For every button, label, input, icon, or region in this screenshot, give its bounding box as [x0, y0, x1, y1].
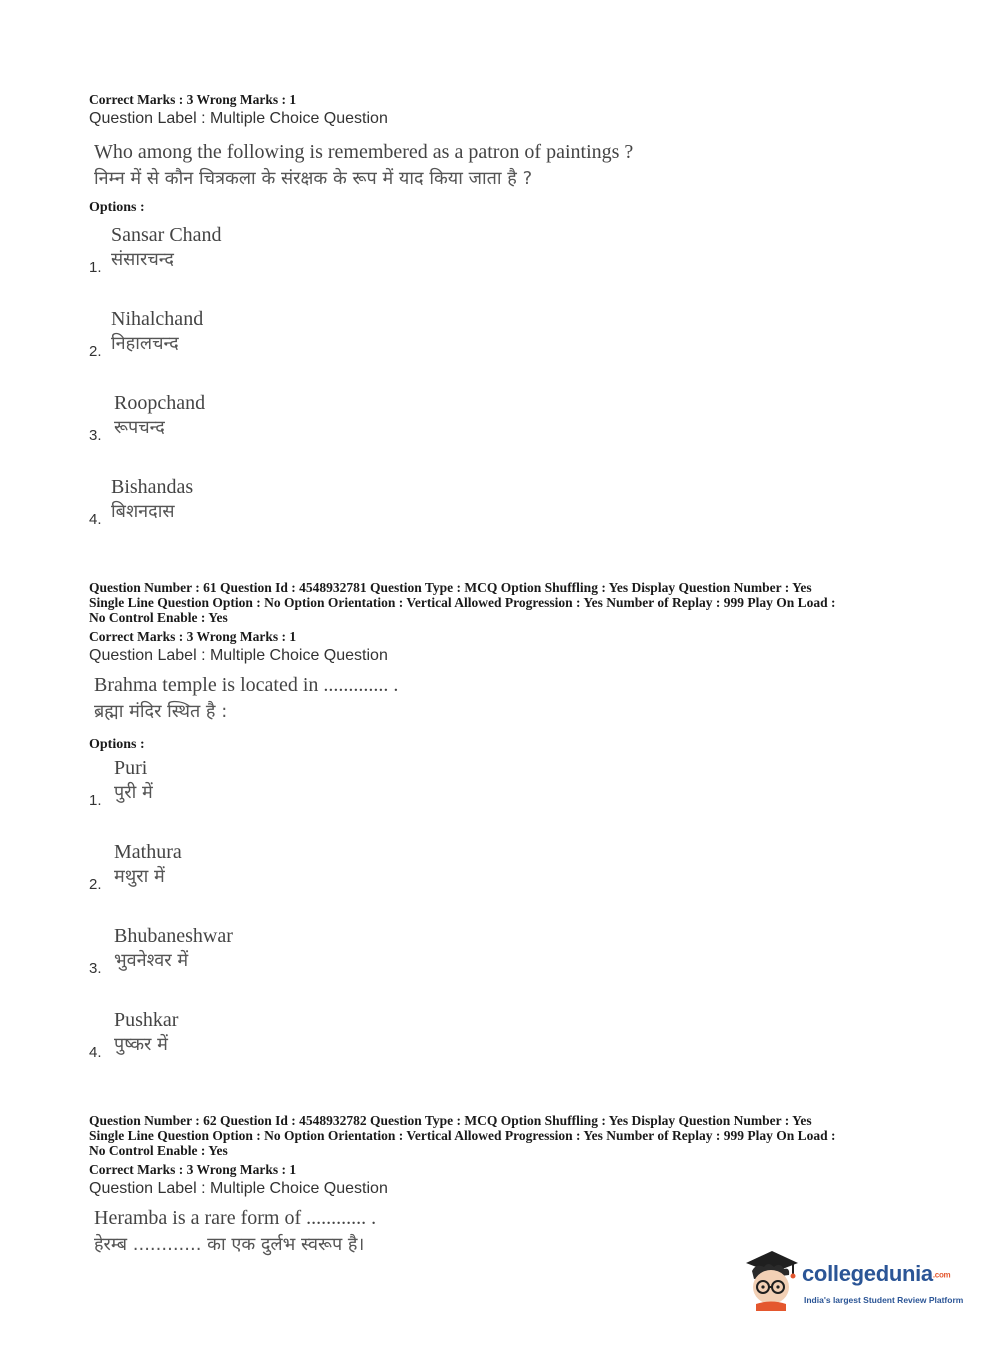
question-meta-line-2: Single Line Question Option : No Option Orientation : Vertical Allowed Progression : Yes Number of Replay : 999 Play On Load :: [89, 595, 836, 610]
option-item[interactable]: [89, 306, 919, 390]
option-item[interactable]: [89, 755, 919, 839]
option-text-en: Puri: [114, 757, 148, 779]
question-text-en: Brahma temple is located in ............. .: [94, 674, 399, 696]
mascot-icon: [742, 1249, 802, 1311]
collegedunia-logo[interactable]: [742, 1249, 972, 1319]
marks-info: Correct Marks : 3 Wrong Marks : 1: [89, 629, 297, 644]
logo-tagline: India's largest Student Review Platform: [804, 1295, 964, 1305]
question-meta-line-3: No Control Enable : Yes: [89, 610, 228, 625]
option-text-en: Sansar Chand: [111, 224, 222, 246]
question-meta-line-1: Question Number : 62 Question Id : 4548932782 Question Type : MCQ Option Shuffling : Yes Display Question Number : Yes: [89, 1113, 812, 1128]
question-label: Question Label : Multiple Choice Question: [89, 110, 388, 127]
option-number: 2.: [89, 343, 102, 360]
option-item[interactable]: [89, 390, 919, 474]
question-label: Question Label : Multiple Choice Question: [89, 647, 388, 664]
option-number: 4.: [89, 1044, 102, 1061]
question-60: [89, 92, 919, 558]
option-text-hi: पुरी में: [114, 782, 153, 803]
option-text-en: Mathura: [114, 841, 182, 863]
option-text-hi: भुवनेश्वर में: [114, 950, 189, 971]
option-text-hi: बिशनदास: [111, 501, 175, 522]
option-item[interactable]: [89, 222, 919, 306]
question-text-hi: ब्रह्मा मंदिर स्थित है :: [94, 701, 228, 722]
option-text-en: Pushkar: [114, 1009, 179, 1031]
option-item[interactable]: [89, 839, 919, 923]
options-title: Options :: [89, 200, 145, 215]
option-number: 1.: [89, 792, 102, 809]
options-title: Options :: [89, 737, 145, 752]
question-text-en: Heramba is a rare form of ............ .: [94, 1207, 377, 1229]
question-text-en: Who among the following is remembered as a patron of paintings ?: [94, 141, 634, 163]
marks-info: Correct Marks : 3 Wrong Marks : 1: [89, 1162, 297, 1177]
option-item[interactable]: [89, 923, 919, 1007]
option-text-en: Roopchand: [114, 392, 206, 414]
logo-wordmark-main: collegedunia: [802, 1261, 933, 1286]
logo-wordmark: [802, 1261, 950, 1287]
option-text-en: Bishandas: [111, 476, 194, 498]
option-text-hi: पुष्कर में: [114, 1034, 168, 1055]
option-number: 3.: [89, 960, 102, 977]
question-label: Question Label : Multiple Choice Question: [89, 1180, 388, 1197]
option-number: 3.: [89, 427, 102, 444]
option-text-hi: रूपचन्द: [114, 417, 165, 438]
option-number: 2.: [89, 876, 102, 893]
option-text-hi: संसारचन्द: [111, 249, 174, 270]
question-meta-line-1: Question Number : 61 Question Id : 4548932781 Question Type : MCQ Option Shuffling : Yes Display Question Number : Yes: [89, 580, 812, 595]
question-62: [89, 1113, 919, 1258]
option-text-en: Nihalchand: [111, 308, 204, 330]
options-list: [89, 755, 919, 1091]
marks-info: Correct Marks : 3 Wrong Marks : 1: [89, 92, 297, 107]
options-list: [89, 222, 919, 558]
option-text-hi: मथुरा में: [114, 866, 165, 887]
question-text-hi: हेरम्ब ............ का एक दुर्लभ स्वरूप है।: [94, 1234, 365, 1255]
question-61: [89, 580, 919, 1091]
logo-wordmark-suffix: .com: [932, 1270, 951, 1280]
option-number: 4.: [89, 511, 102, 528]
option-item[interactable]: [89, 474, 919, 558]
option-number: 1.: [89, 259, 102, 276]
option-text-en: Bhubaneshwar: [114, 925, 233, 947]
option-item[interactable]: [89, 1007, 919, 1091]
question-text-hi: निम्न में से कौन चित्रकला के संरक्षक के रूप में याद किया जाता है ?: [94, 168, 533, 189]
question-meta-line-3: No Control Enable : Yes: [89, 1143, 228, 1158]
option-text-hi: निहालचन्द: [111, 333, 179, 354]
question-meta-line-2: Single Line Question Option : No Option Orientation : Vertical Allowed Progression : Yes Number of Replay : 999 Play On Load :: [89, 1128, 836, 1143]
